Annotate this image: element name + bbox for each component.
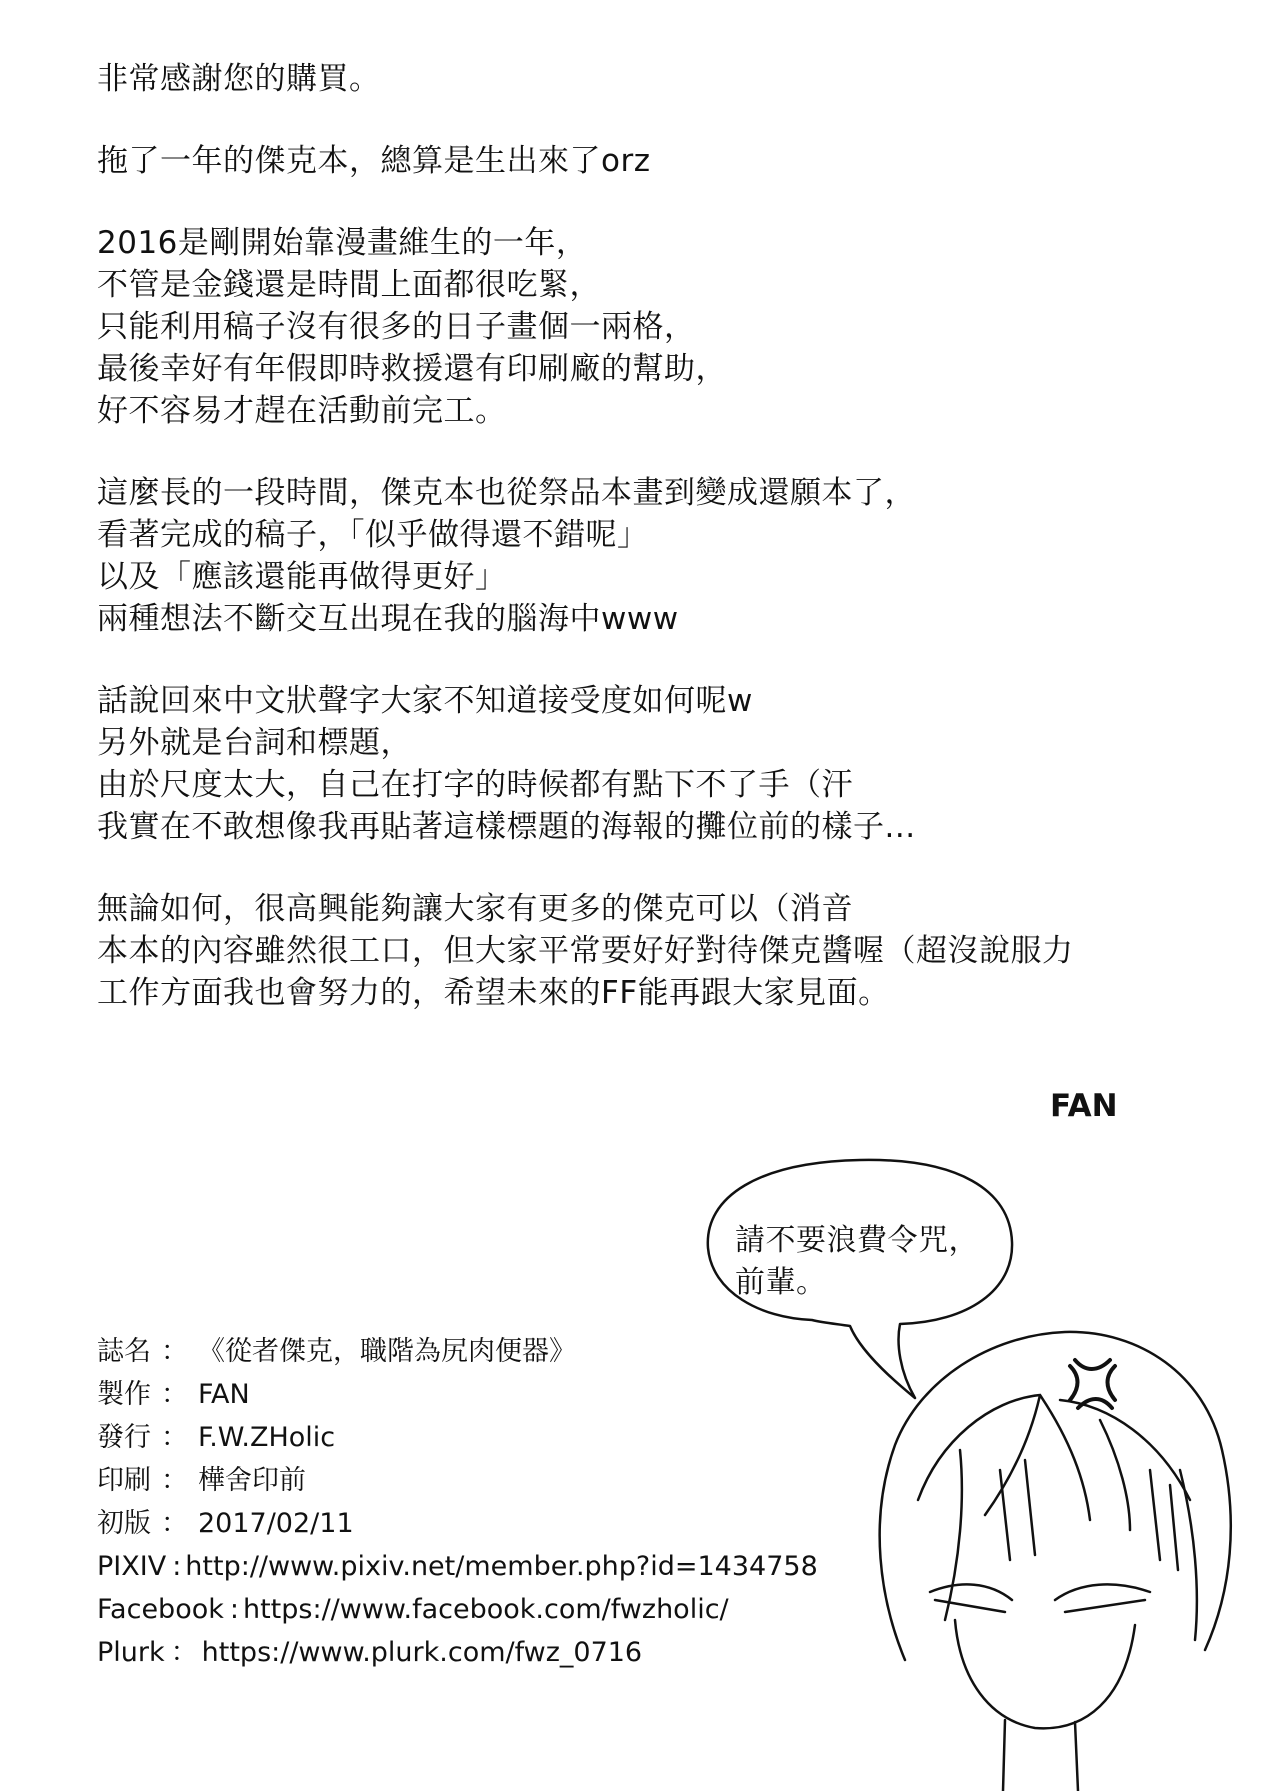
colophon-label: Facebook bbox=[97, 1594, 224, 1625]
colophon-label: 製作 bbox=[97, 1379, 151, 1410]
plurk-url: https://www.plurk.com/fwz_0716 bbox=[201, 1637, 643, 1668]
text-line: 我實在不敢想像我再貼著這樣標題的海報的攤位前的樣子... bbox=[97, 809, 916, 845]
face-chin bbox=[955, 1620, 1135, 1728]
colophon-value: 樺舍印前 bbox=[198, 1465, 306, 1496]
colophon-sep: ： bbox=[161, 1465, 188, 1496]
colophon-value: 2017/02/11 bbox=[198, 1508, 354, 1539]
text-line: 本本的內容雖然很工口，但大家平常要好好對待傑克醬喔（超沒說服力 bbox=[97, 933, 1074, 969]
colophon-plurk bbox=[97, 1631, 857, 1674]
colophon-sep: ： bbox=[161, 1336, 188, 1367]
colophon-sep: ： bbox=[161, 1508, 188, 1539]
colophon-first-edition bbox=[97, 1502, 857, 1545]
colophon-label: 印刷 bbox=[97, 1465, 151, 1496]
colophon-sep: ： bbox=[161, 1422, 188, 1453]
colophon-value: F.W.ZHolic bbox=[198, 1422, 336, 1453]
text-line: 看著完成的稿子，「似乎做得還不錯呢」 bbox=[97, 517, 649, 553]
colophon-publisher bbox=[97, 1416, 857, 1459]
speech-bubble-text bbox=[735, 1220, 979, 1304]
text-line: 非常感謝您的購買。 bbox=[97, 61, 381, 97]
eyes bbox=[930, 1584, 1150, 1612]
colophon-pixiv bbox=[97, 1545, 857, 1588]
text-line: 工作方面我也會努力的，希望未來的FF能再跟大家見面。 bbox=[97, 975, 890, 1011]
text-line: 兩種想法不斷交互出現在我的腦海中www bbox=[97, 601, 679, 637]
colophon-sep: : bbox=[229, 1594, 239, 1625]
pixiv-url: http://www.pixiv.net/member.php?id=1434758 bbox=[185, 1551, 818, 1582]
text-line: 由於尺度太大，自己在打字的時候都有點下不了手（汗 bbox=[97, 767, 853, 803]
colophon-value: FAN bbox=[198, 1379, 250, 1410]
text-line: 話說回來中文狀聲字大家不知道接受度如何呢w bbox=[97, 683, 753, 719]
text-line: 好不容易才趕在活動前完工。 bbox=[97, 393, 507, 429]
colophon-label: PIXIV bbox=[97, 1551, 167, 1582]
author-signature: FAN bbox=[1050, 1088, 1118, 1124]
text-line: 拖了一年的傑克本，總算是生出來了orz bbox=[97, 143, 651, 179]
colophon-sep: : bbox=[172, 1551, 182, 1582]
neck bbox=[1003, 1720, 1078, 1791]
facebook-url: https://www.facebook.com/fwzholic/ bbox=[242, 1594, 729, 1625]
text-line: 只能利用稿子沒有很多的日子畫個一兩格， bbox=[97, 309, 696, 345]
colophon-facebook bbox=[97, 1588, 857, 1631]
text-line: 這麼長的一段時間，傑克本也從祭品本畫到變成還願本了， bbox=[97, 475, 916, 511]
head-outline bbox=[880, 1332, 1231, 1660]
colophon-label: Plurk bbox=[97, 1637, 165, 1668]
colophon bbox=[97, 1330, 857, 1674]
text-line: 不管是金錢還是時間上面都很吃緊， bbox=[97, 267, 601, 303]
colophon-sep: ： bbox=[170, 1637, 198, 1668]
text-line: 以及「應該還能再做得更好」 bbox=[97, 559, 507, 595]
text-line: 另外就是台詞和標題， bbox=[97, 725, 412, 761]
text-line: 2016是剛開始靠漫畫維生的一年， bbox=[97, 225, 588, 261]
colophon-label: 誌名 bbox=[97, 1336, 151, 1367]
colophon-sep: ： bbox=[161, 1379, 188, 1410]
colophon-printer bbox=[97, 1459, 857, 1502]
colophon-label: 發行 bbox=[97, 1422, 151, 1453]
colophon-title bbox=[97, 1330, 857, 1373]
text-line: 無論如何，很高興能夠讓大家有更多的傑克可以（消音 bbox=[97, 891, 853, 927]
text-line: 最後幸好有年假即時救援還有印刷廠的幫助， bbox=[97, 351, 727, 387]
colophon-author bbox=[97, 1373, 857, 1416]
bubble-line: 前輩。 bbox=[735, 1265, 827, 1300]
colophon-label: 初版 bbox=[97, 1508, 151, 1539]
colophon-value: 《從者傑克，職階為尻肉便器》 bbox=[198, 1336, 576, 1367]
anger-mark-icon bbox=[1070, 1360, 1115, 1408]
bubble-line: 請不要浪費令咒， bbox=[735, 1223, 979, 1258]
